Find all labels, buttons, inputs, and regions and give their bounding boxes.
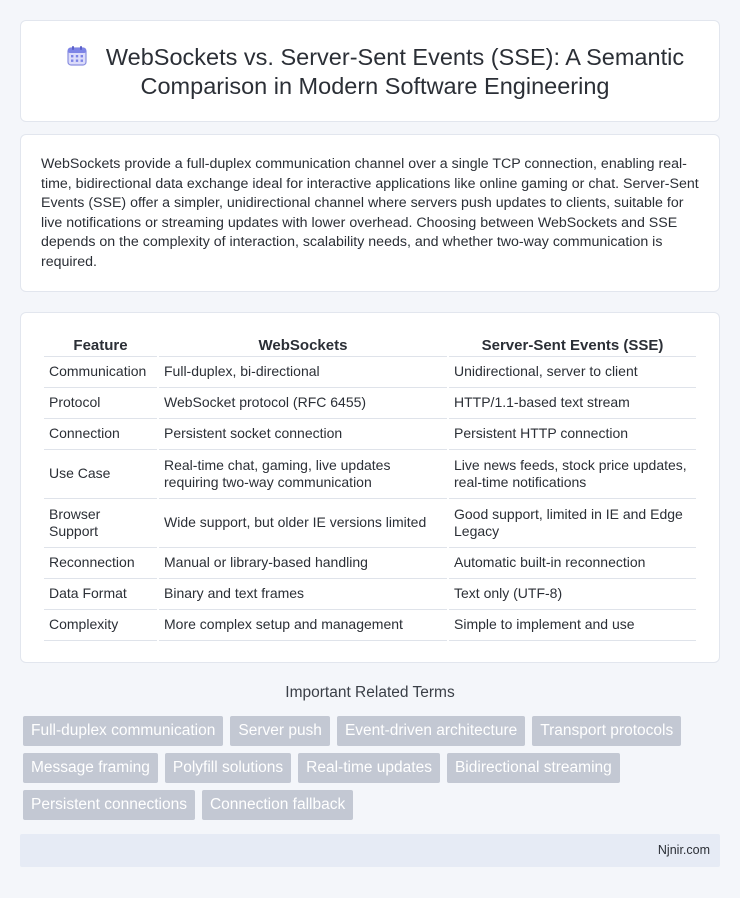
websockets-cell: More complex setup and management [159, 610, 447, 641]
sse-cell: Unidirectional, server to client [449, 357, 696, 388]
table-row [44, 548, 696, 579]
feature-cell: Protocol [44, 388, 157, 419]
feature-cell: Complexity [44, 610, 157, 641]
intro-paragraph: WebSockets provide a full-duplex communication channel over a single TCP connection, enabling real-time, bidirectional data exchange ideal for interactive applications like online gaming or chat. Server-Sent Events (SSE) offer a simpler, unidirectional channel where servers push updates to clients, suitable for live notifications or streaming updates with lower overhead. Choosing between WebSockets and SSE depends on the complexity of interaction, scalability needs, and whether two-way communication is required. [41, 156, 699, 270]
term-tag[interactable]: Event-driven architecture [337, 716, 525, 746]
comparison-card [20, 312, 720, 663]
term-tag[interactable]: Message framing [23, 753, 158, 783]
sse-cell: Live news feeds, stock price updates, real-time notifications [449, 450, 696, 499]
term-tag[interactable]: Persistent connections [23, 790, 195, 820]
feature-cell: Connection [44, 419, 157, 450]
feature-cell: Reconnection [44, 548, 157, 579]
feature-cell: Use Case [44, 450, 157, 499]
sse-cell: Good support, limited in IE and Edge Legacy [449, 499, 696, 548]
footer [20, 834, 720, 867]
table-row [44, 499, 696, 548]
term-tag[interactable]: Real-time updates [298, 753, 440, 783]
sse-cell: Text only (UTF-8) [449, 579, 696, 610]
table-row [44, 419, 696, 450]
websockets-cell: WebSocket protocol (RFC 6455) [159, 388, 447, 419]
websockets-cell: Full-duplex, bi-directional [159, 357, 447, 388]
term-tag[interactable]: Polyfill solutions [165, 753, 291, 783]
feature-cell: Data Format [44, 579, 157, 610]
page-title [61, 43, 689, 101]
term-tag[interactable]: Transport protocols [532, 716, 681, 746]
table-row [44, 388, 696, 419]
term-tag[interactable]: Full-duplex communication [23, 716, 223, 746]
intro-card [20, 134, 720, 292]
websockets-cell: Real-time chat, gaming, live updates requiring two-way communication [159, 450, 447, 499]
sse-cell: Persistent HTTP connection [449, 419, 696, 450]
header-websockets: WebSockets [159, 335, 447, 357]
websockets-cell: Binary and text frames [159, 579, 447, 610]
feature-cell: Communication [44, 357, 157, 388]
feature-cell: Browser Support [44, 499, 157, 548]
table-header-row [44, 335, 696, 357]
comparison-table [42, 335, 698, 641]
title-line-1: WebSockets vs. Server-Sent Events (SSE): A Semantic [105, 44, 685, 70]
websockets-cell: Manual or library-based handling [159, 548, 447, 579]
term-tag[interactable]: Bidirectional streaming [447, 753, 620, 783]
sse-cell: HTTP/1.1-based text stream [449, 388, 696, 419]
related-terms-list [23, 716, 713, 827]
websockets-cell: Persistent socket connection [159, 419, 447, 450]
table-row [44, 610, 696, 641]
related-terms-heading: Important Related Terms [285, 684, 455, 701]
calendar-icon [66, 45, 88, 67]
header-feature: Feature [44, 335, 157, 357]
table-row [44, 450, 696, 499]
table-row [44, 357, 696, 388]
websockets-cell: Wide support, but older IE versions limited [159, 499, 447, 548]
title-card [20, 20, 720, 122]
term-tag[interactable]: Connection fallback [202, 790, 353, 820]
title-line-2: Comparison in Modern Software Engineering [140, 73, 610, 99]
term-tag[interactable]: Server push [230, 716, 330, 746]
header-sse: Server-Sent Events (SSE) [449, 335, 696, 357]
footer-site-name[interactable]: Njnir.com [657, 843, 710, 857]
sse-cell: Simple to implement and use [449, 610, 696, 641]
table-row [44, 579, 696, 610]
sse-cell: Automatic built-in reconnection [449, 548, 696, 579]
